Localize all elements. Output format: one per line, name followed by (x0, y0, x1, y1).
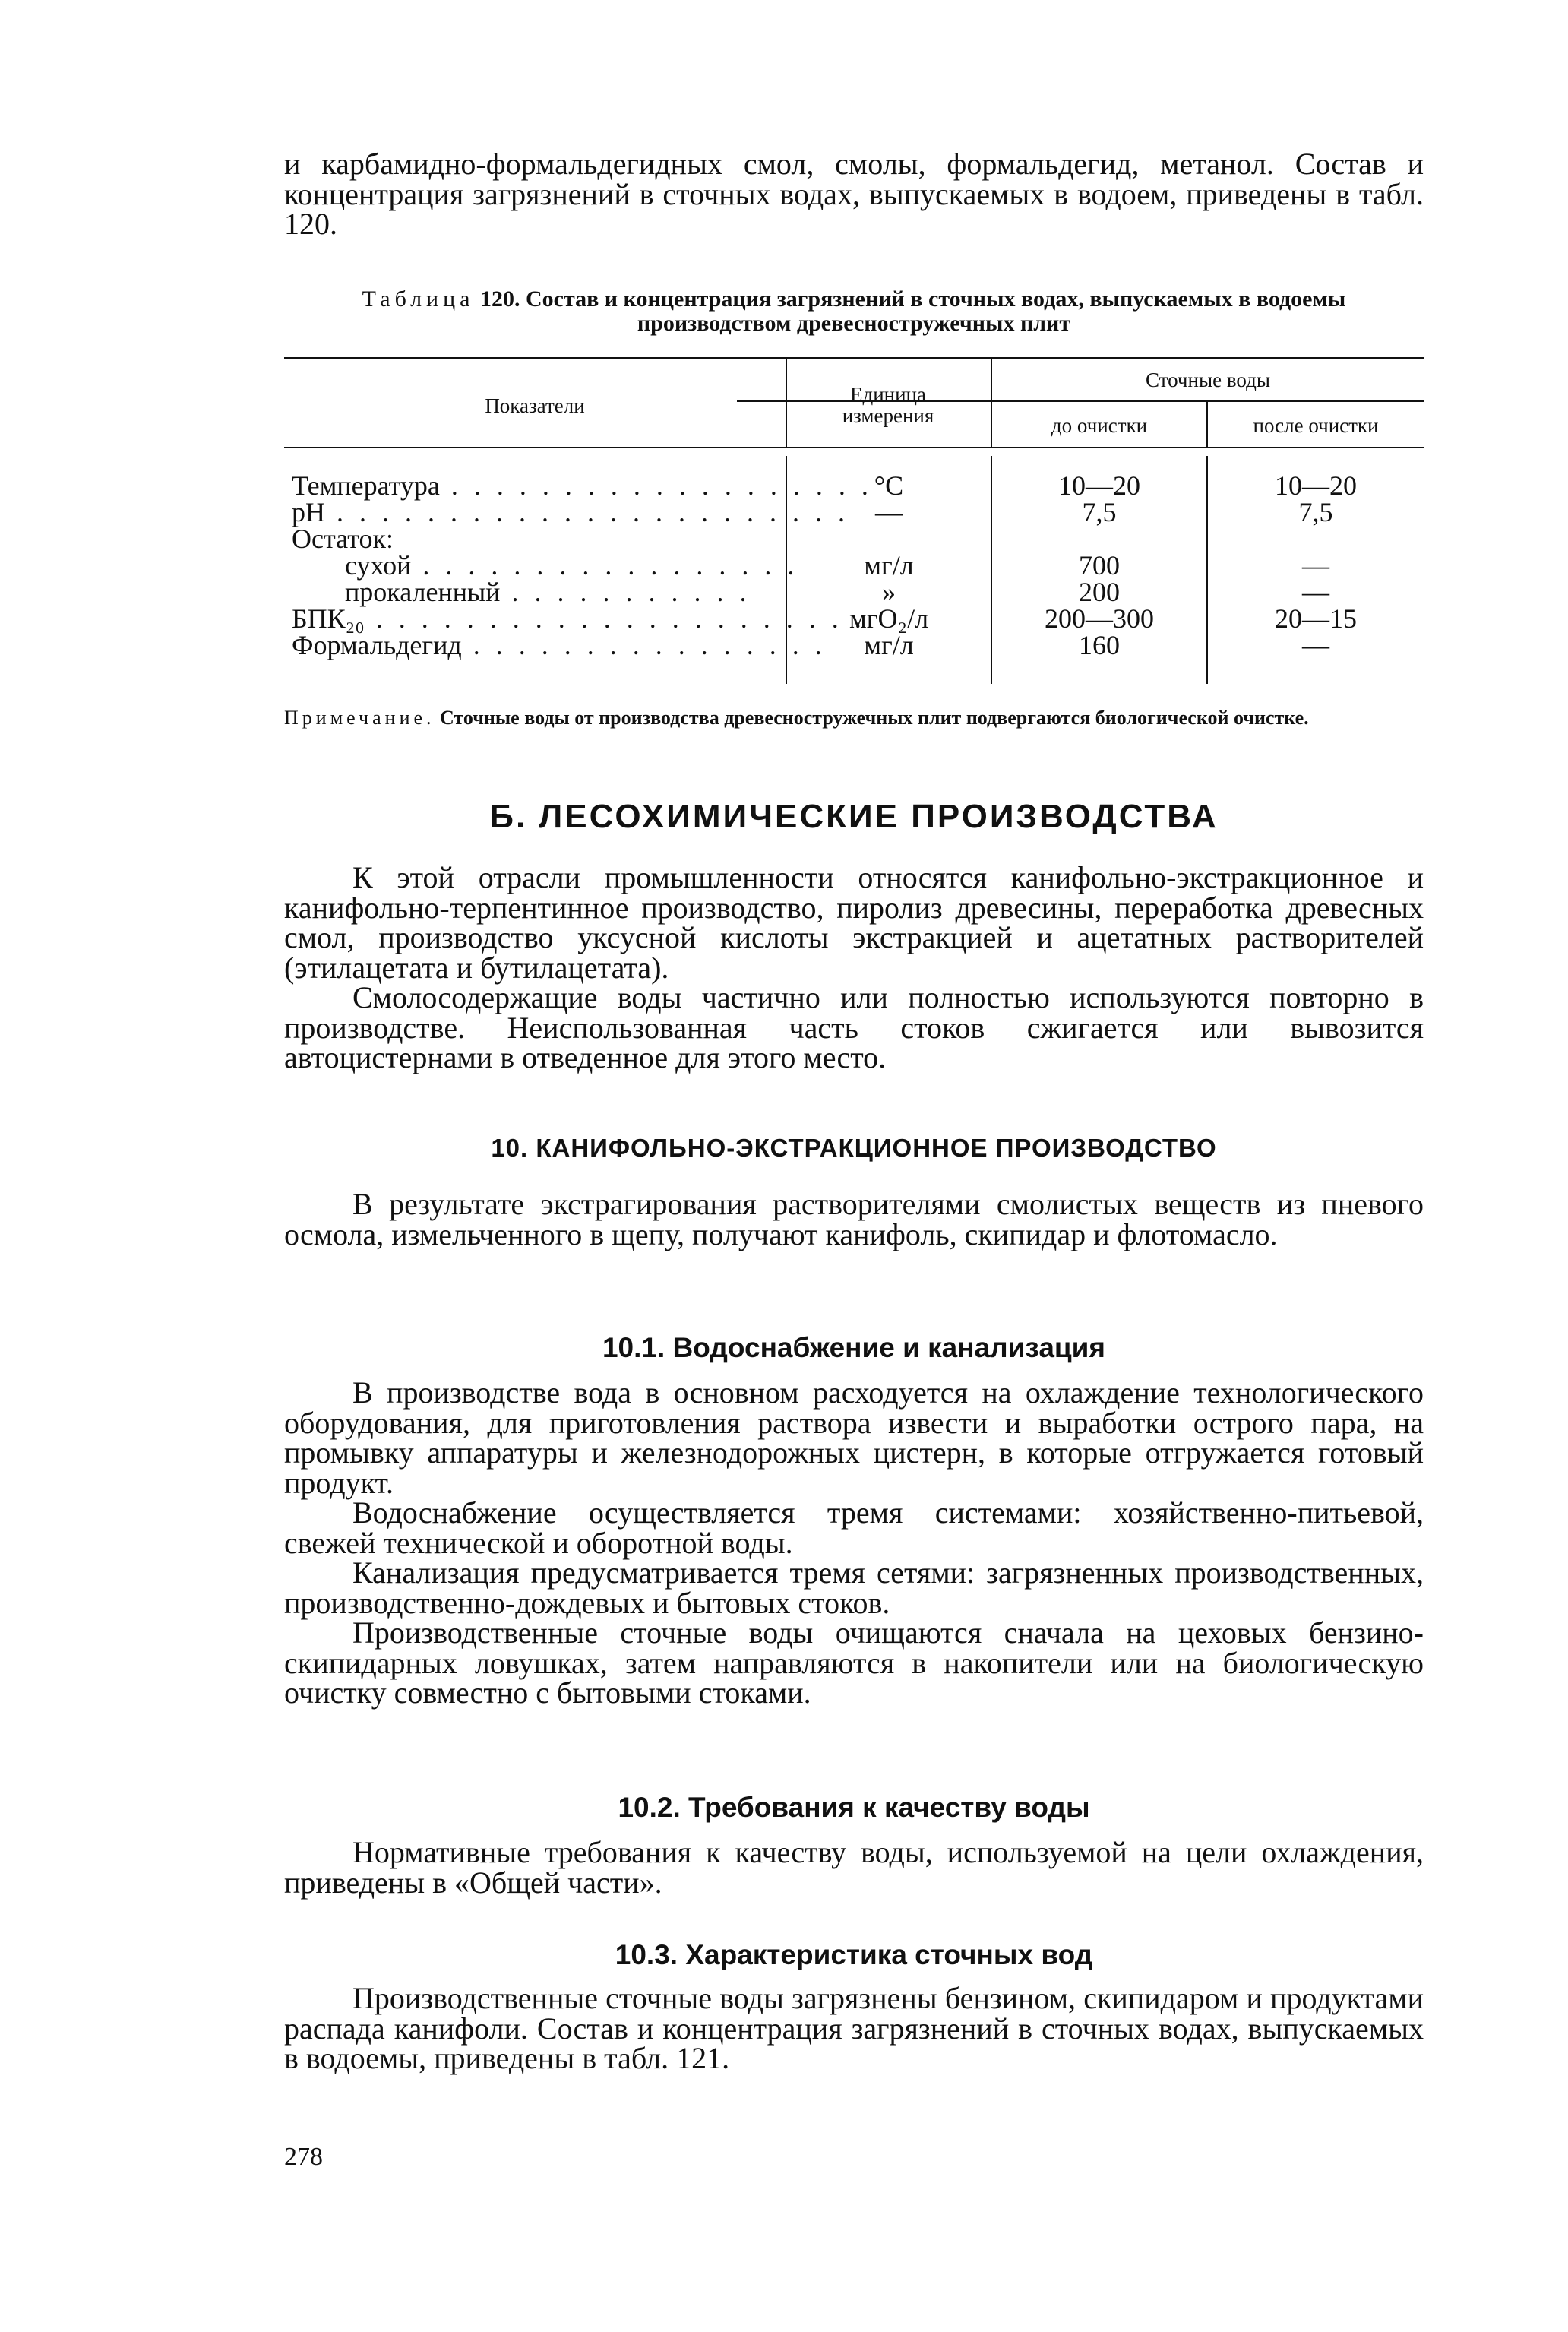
table-row-after: — (1302, 550, 1329, 581)
subsection-10-1-paragraph: Водоснабжение осуществляется тремя системами: хозяйственно-питьевой, свежей технической и оборотной воды. (284, 1495, 1424, 1560)
table-row-unit: °С (874, 470, 904, 501)
table-row-before: 160 (1079, 630, 1120, 660)
table-top-rule (284, 357, 1424, 359)
header-wastewater: Сточные воды (1146, 369, 1270, 391)
table-row-name: рН . . . . . . . . . . . . . . . . . . . . . . . (292, 497, 849, 527)
table-row-after: 20—15 (1275, 603, 1357, 634)
table-row-after: 10—20 (1275, 470, 1357, 501)
pollution-table (284, 357, 1424, 691)
table-row-before: 700 (1079, 550, 1120, 581)
subsection-10-2-paragraph: Нормативные требования к качеству воды, используемой на цели охлаждения, приведены в «Общей части». (284, 1835, 1424, 1900)
table-row-after: — (1302, 577, 1329, 607)
table-row-before: 10—20 (1058, 470, 1140, 501)
subsection-10-1-paragraph: Производственные сточные воды очищаются сначала на цеховых бензино-скипидарных ловушках, затем направляются в накопители или на биологическую очистку совместно с бытовыми стоками. (284, 1615, 1424, 1710)
table-row-before: 7,5 (1082, 497, 1117, 527)
table-row-unit: мг/л (864, 550, 914, 581)
table-vline-1 (786, 357, 787, 448)
subsection-10-3-paragraph: Производственные сточные воды загрязнены бензином, скипидаром и продуктами распада канифоли. Состав и концентрация загрязнений в сточных водах, выпускаемых в водоемы, приведены в табл. 121. (284, 1981, 1424, 2075)
subsection-10-1-paragraph: Канализация предусматривается тремя сетями: загрязненных производственных, производственно-дождевых и бытовых стоков. (284, 1555, 1424, 1620)
subsection-10-1-body (284, 1375, 1424, 1710)
table-row-name: прокаленный . . . . . . . . . . . (345, 577, 751, 607)
table-note-text: Сточные воды от производства древесностружечных плит подвергаются биологической очистке. (440, 707, 1309, 729)
intro-block (284, 149, 1424, 239)
section-b-body (284, 862, 1424, 1073)
header-after: после очистки (1253, 414, 1379, 437)
page-number: 278 (284, 2143, 323, 2171)
table-row-before: 200—300 (1045, 603, 1154, 634)
table-row-name: Температура . . . . . . . . . . . . . . . . . . . (292, 470, 873, 501)
header-indicator: Показатели (485, 394, 585, 417)
table-note (284, 707, 1424, 729)
header-before: до очистки (1051, 414, 1148, 437)
section-10-body (284, 1189, 1424, 1249)
header-unit: Единица измерения (842, 383, 934, 427)
table-header-rule (284, 447, 1424, 448)
table-caption-label: Таблица (362, 286, 475, 312)
subsection-10-1-paragraph: В производстве вода в основном расходуется на охлаждение технологического оборудования, для приготовления раствора извести и выработки острого пара, на промывку аппаратуры и железнодорожных цистерн, в которые отгружается готовый продукт. (284, 1375, 1424, 1500)
subsection-10-2-title: 10.2. Требования к качеству воды (618, 1792, 1090, 1823)
intro-paragraph: и карбамидно-формальдегидных смол, смолы, формальдегид, метанол. Состав и концентрация загрязнений в сточных водах, выпускаемых в водоем, приведены в табл. 120. (284, 147, 1424, 241)
table-row-unit: — (875, 497, 903, 527)
table-row-name: Остаток: (292, 524, 394, 554)
table-row-unit: » (882, 577, 896, 607)
subsection-10-2-body (284, 1835, 1424, 1900)
section-b-paragraph: Смолосодержащие воды частично или полностью используются повторно в производстве. Неиспользованная часть стоков сжигается или вывозится автоцистернами в отведенное для этого место. (284, 980, 1424, 1074)
table-row-name: сухой . . . . . . . . . . . . . . . . . (345, 550, 799, 581)
section-b-paragraph: К этой отрасли промышленности относятся канифольно-экстракционное и канифольно-терпентинное производство, пиролиз древесины, переработка древесных смол, производство уксусной кислоты экстракцией и ацетатных растворителей (этилацетата и бутилацетата). (284, 860, 1424, 985)
section-10-paragraph: В результате экстрагирования растворителями смолистых веществ из пневого осмола, измельченного в щепу, получают канифоль, скипидар и флотомасло. (284, 1187, 1424, 1251)
table-caption (284, 287, 1424, 336)
table-row-unit: мгО₂/л (849, 603, 929, 634)
section-10-title: 10. КАНИФОЛЬНО-ЭКСТРАКЦИОННОЕ ПРОИЗВОДСТВО (491, 1134, 1217, 1162)
table-row-after: 7,5 (1298, 497, 1333, 527)
subsection-10-1-title: 10.1. Водоснабжение и канализация (602, 1332, 1105, 1363)
table-note-label: Примечание. (284, 707, 435, 729)
table-row-unit: мг/л (864, 630, 914, 660)
subsection-10-3-body (284, 1983, 1424, 2074)
table-caption-text: 120. Состав и концентрация загрязнений в сточных водах, выпускаемых в водоемы производством древесностружечных плит (479, 286, 1346, 336)
subsection-10-3-title: 10.3. Характеристика сточных вод (615, 1939, 1093, 1970)
table-row-name: БПК₂₀ . . . . . . . . . . . . . . . . . . . . . . (292, 603, 866, 634)
table-row-after: — (1302, 630, 1329, 660)
section-b-title: Б. ЛЕСОХИМИЧЕСКИЕ ПРОИЗВОДСТВА (489, 798, 1219, 835)
table-row-before: 200 (1079, 577, 1120, 607)
table-row-name: Формальдегид . . . . . . . . . . . . . . . . (292, 630, 827, 660)
